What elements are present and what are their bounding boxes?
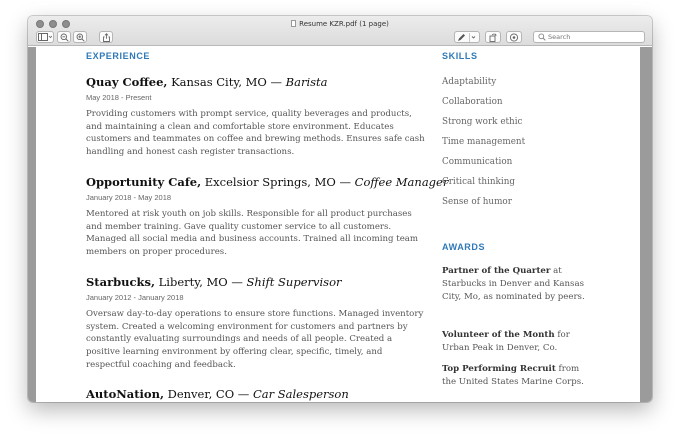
- job-role: Shift Supervisor: [246, 275, 342, 289]
- job-title: [86, 387, 426, 401]
- job-company: AutoNation,: [86, 387, 164, 401]
- job-company: Starbucks,: [86, 275, 155, 289]
- job-entry: [86, 75, 426, 159]
- job-description: Oversaw day-to-day operations to ensure store functions. Managed inventory system. Created a welcoming environment for customers and partners by constantly evaluating surroundings and needs of all people. Created a positive learning environment by offering clear, specific, timely, and respectful coaching and feedback.: [86, 309, 424, 370]
- job-company: Opportunity Cafe,: [86, 175, 202, 189]
- rotate-icon: [488, 33, 498, 42]
- job-role: Car Salesperson: [252, 387, 349, 401]
- job-role: Coffee Manager: [354, 175, 449, 189]
- job-company: Quay Coffee,: [86, 75, 168, 89]
- skill-item: Strong work ethic: [442, 117, 523, 127]
- skills-heading: SKILLS: [442, 51, 478, 61]
- skill-item: Collaboration: [442, 97, 503, 107]
- job-entry: [86, 275, 426, 372]
- award-detail: at Starbucks in Denver and Kansas City, Mo, as nominated by peers.: [442, 266, 585, 302]
- preview-window: [28, 16, 652, 402]
- job-dates: May 2018 - Present: [86, 93, 152, 102]
- job-title: [86, 75, 426, 89]
- award-item: [442, 265, 592, 304]
- award-detail: for Urban Peak in Denver, Co.: [442, 330, 570, 353]
- job-title: [86, 175, 449, 189]
- job-description: Mentored at risk youth on job skills. Responsible for all product purchases and member training. Gave quality customer service to all customers. Managed all social media and business accounts. Trained all incoming team members on proper procedures.: [86, 209, 419, 258]
- job-role: Barista: [285, 75, 328, 89]
- award-detail: from the United States Marine Corps.: [442, 364, 584, 387]
- zoom-in-icon: [76, 33, 85, 42]
- award-title: Top Performing Recruit: [442, 364, 556, 374]
- job-location: Liberty, MO —: [154, 275, 247, 289]
- award-title: Volunteer of the Month: [442, 330, 555, 340]
- document-viewer[interactable]: [28, 47, 652, 402]
- pen-icon: [456, 33, 478, 42]
- rotate-button[interactable]: [485, 31, 501, 43]
- annotate-icon: [509, 33, 519, 42]
- skill-item: Communication: [442, 157, 513, 167]
- window-title: [28, 19, 652, 29]
- pdf-document-icon: [291, 20, 296, 27]
- award-item: [442, 363, 592, 389]
- search-input[interactable]: [548, 32, 642, 42]
- job-entry: [86, 175, 449, 259]
- experience-heading: EXPERIENCE: [86, 51, 151, 61]
- skill-item: Critical thinking: [442, 177, 515, 187]
- job-location: Denver, CO —: [163, 387, 253, 401]
- share-button[interactable]: [99, 31, 113, 43]
- sidebar-icon: [38, 33, 52, 41]
- markup-button[interactable]: [454, 31, 480, 43]
- pdf-page: [36, 47, 640, 402]
- title-bar: [28, 16, 652, 46]
- skill-item: Adaptability: [442, 77, 497, 87]
- award-item: [442, 329, 592, 355]
- zoom-out-button[interactable]: [57, 31, 71, 43]
- annotate-button[interactable]: [506, 31, 522, 43]
- window-title-text: Resume KZR.pdf (1 page): [299, 20, 389, 28]
- skill-item: Time management: [442, 137, 526, 147]
- sidebar-toggle-button[interactable]: [36, 31, 54, 43]
- job-location: Excelsior Springs, MO —: [201, 175, 355, 189]
- award-title: Partner of the Quarter: [442, 266, 551, 276]
- awards-heading: AWARDS: [442, 242, 486, 252]
- zoom-in-button[interactable]: [73, 31, 87, 43]
- zoom-out-icon: [60, 33, 69, 42]
- magnifier-icon: [538, 33, 546, 41]
- job-title: [86, 275, 426, 289]
- job-location: Kansas City, MO —: [167, 75, 286, 89]
- search-field[interactable]: [533, 31, 645, 43]
- skill-item: Sense of humor: [442, 197, 512, 207]
- job-dates: January 2018 - May 2018: [86, 193, 172, 202]
- job-entry: [86, 387, 426, 401]
- job-dates: January 2012 - January 2018: [86, 293, 184, 302]
- share-icon: [102, 33, 111, 42]
- job-description: Providing customers with prompt service, quality beverages and products, and maintaining a clean and comfortable store environment. Educates customers and teammates on coffee and brewing methods. Ensures safe cash handling and honest cash register transactions.: [86, 109, 425, 158]
